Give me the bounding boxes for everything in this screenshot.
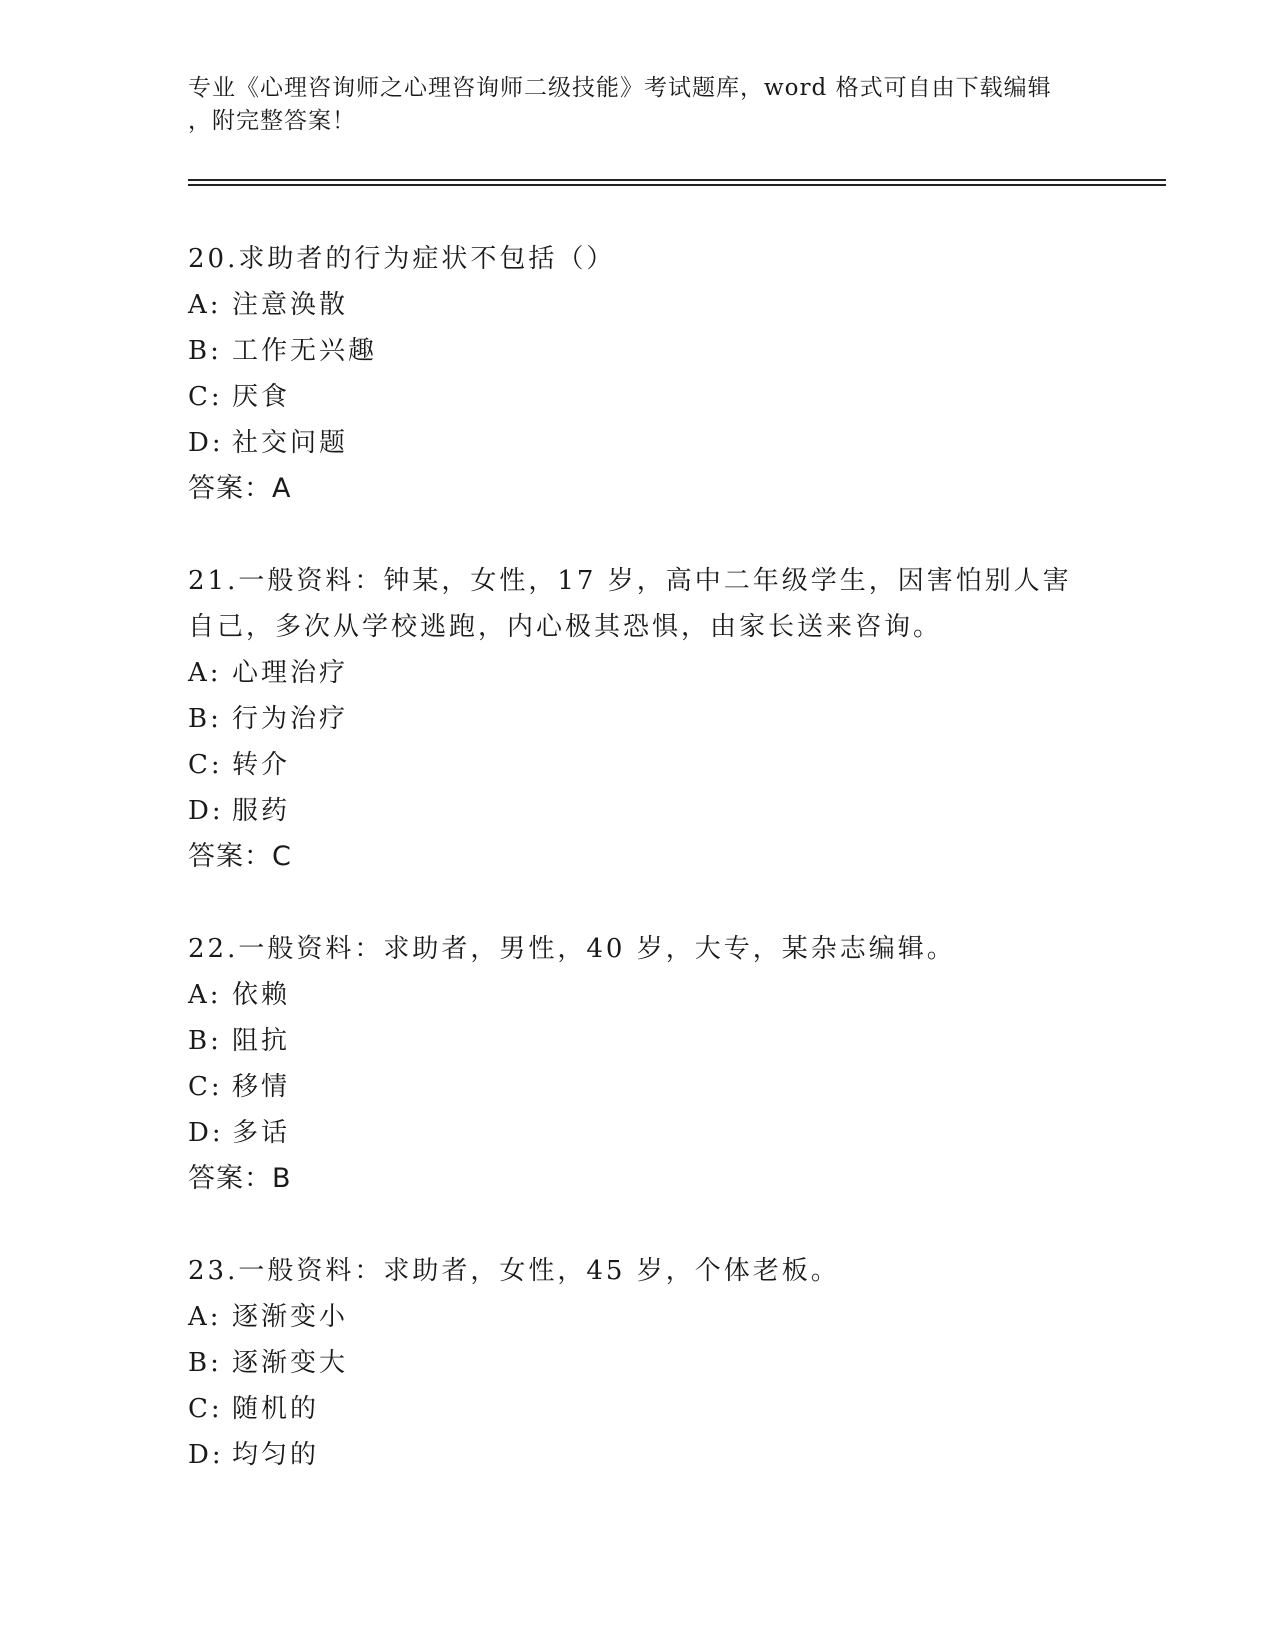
option-b: B: 行为治疗 <box>188 704 349 734</box>
question-stem: 21.一般资料：钟某，女性，17 岁，高中二年级学生，因害怕别人害自己，多次从学校逃跑，内心极其恐惧，由家长送来咨询。 <box>188 566 1072 642</box>
option-a: A: 注意涣散 <box>188 290 349 320</box>
option-b: B: 阻抗 <box>188 1026 291 1056</box>
header-line-1: 专业《心理咨询师之心理咨询师二级技能》考试题库，word 格式可自由下载编辑 <box>188 75 1052 101</box>
answer-line: 答案：C <box>188 841 292 872</box>
option-b: B: 逐渐变大 <box>188 1348 349 1378</box>
option-a: A: 心理治疗 <box>188 658 349 688</box>
option-d: D: 多话 <box>188 1118 291 1148</box>
question-stem: 23.一般资料：求助者，女性，45 岁，个体老板。 <box>188 1256 840 1286</box>
question-20 <box>188 236 1088 512</box>
answer-line: 答案：B <box>188 1163 292 1194</box>
option-d: D: 均匀的 <box>188 1440 320 1470</box>
question-23 <box>188 1248 1088 1478</box>
header-divider-bottom <box>188 184 1166 186</box>
option-a: A: 逐渐变小 <box>188 1302 349 1332</box>
option-d: D: 服药 <box>188 796 291 826</box>
document-header <box>188 72 1088 138</box>
question-21 <box>188 558 1088 880</box>
option-c: C: 转介 <box>188 750 291 780</box>
header-divider-top <box>188 179 1166 181</box>
option-d: D: 社交问题 <box>188 428 349 458</box>
question-stem: 20.求助者的行为症状不包括（） <box>188 244 616 274</box>
option-c: C: 移情 <box>188 1072 291 1102</box>
option-a: A: 依赖 <box>188 980 291 1010</box>
answer-line: 答案：A <box>188 473 292 504</box>
option-c: C: 厌食 <box>188 382 291 412</box>
question-22 <box>188 926 1088 1202</box>
question-stem: 22.一般资料：求助者，男性，40 岁，大专，某杂志编辑。 <box>188 934 956 964</box>
option-c: C: 随机的 <box>188 1394 320 1424</box>
option-b: B: 工作无兴趣 <box>188 336 378 366</box>
header-line-2: ，附完整答案！ <box>188 108 356 134</box>
